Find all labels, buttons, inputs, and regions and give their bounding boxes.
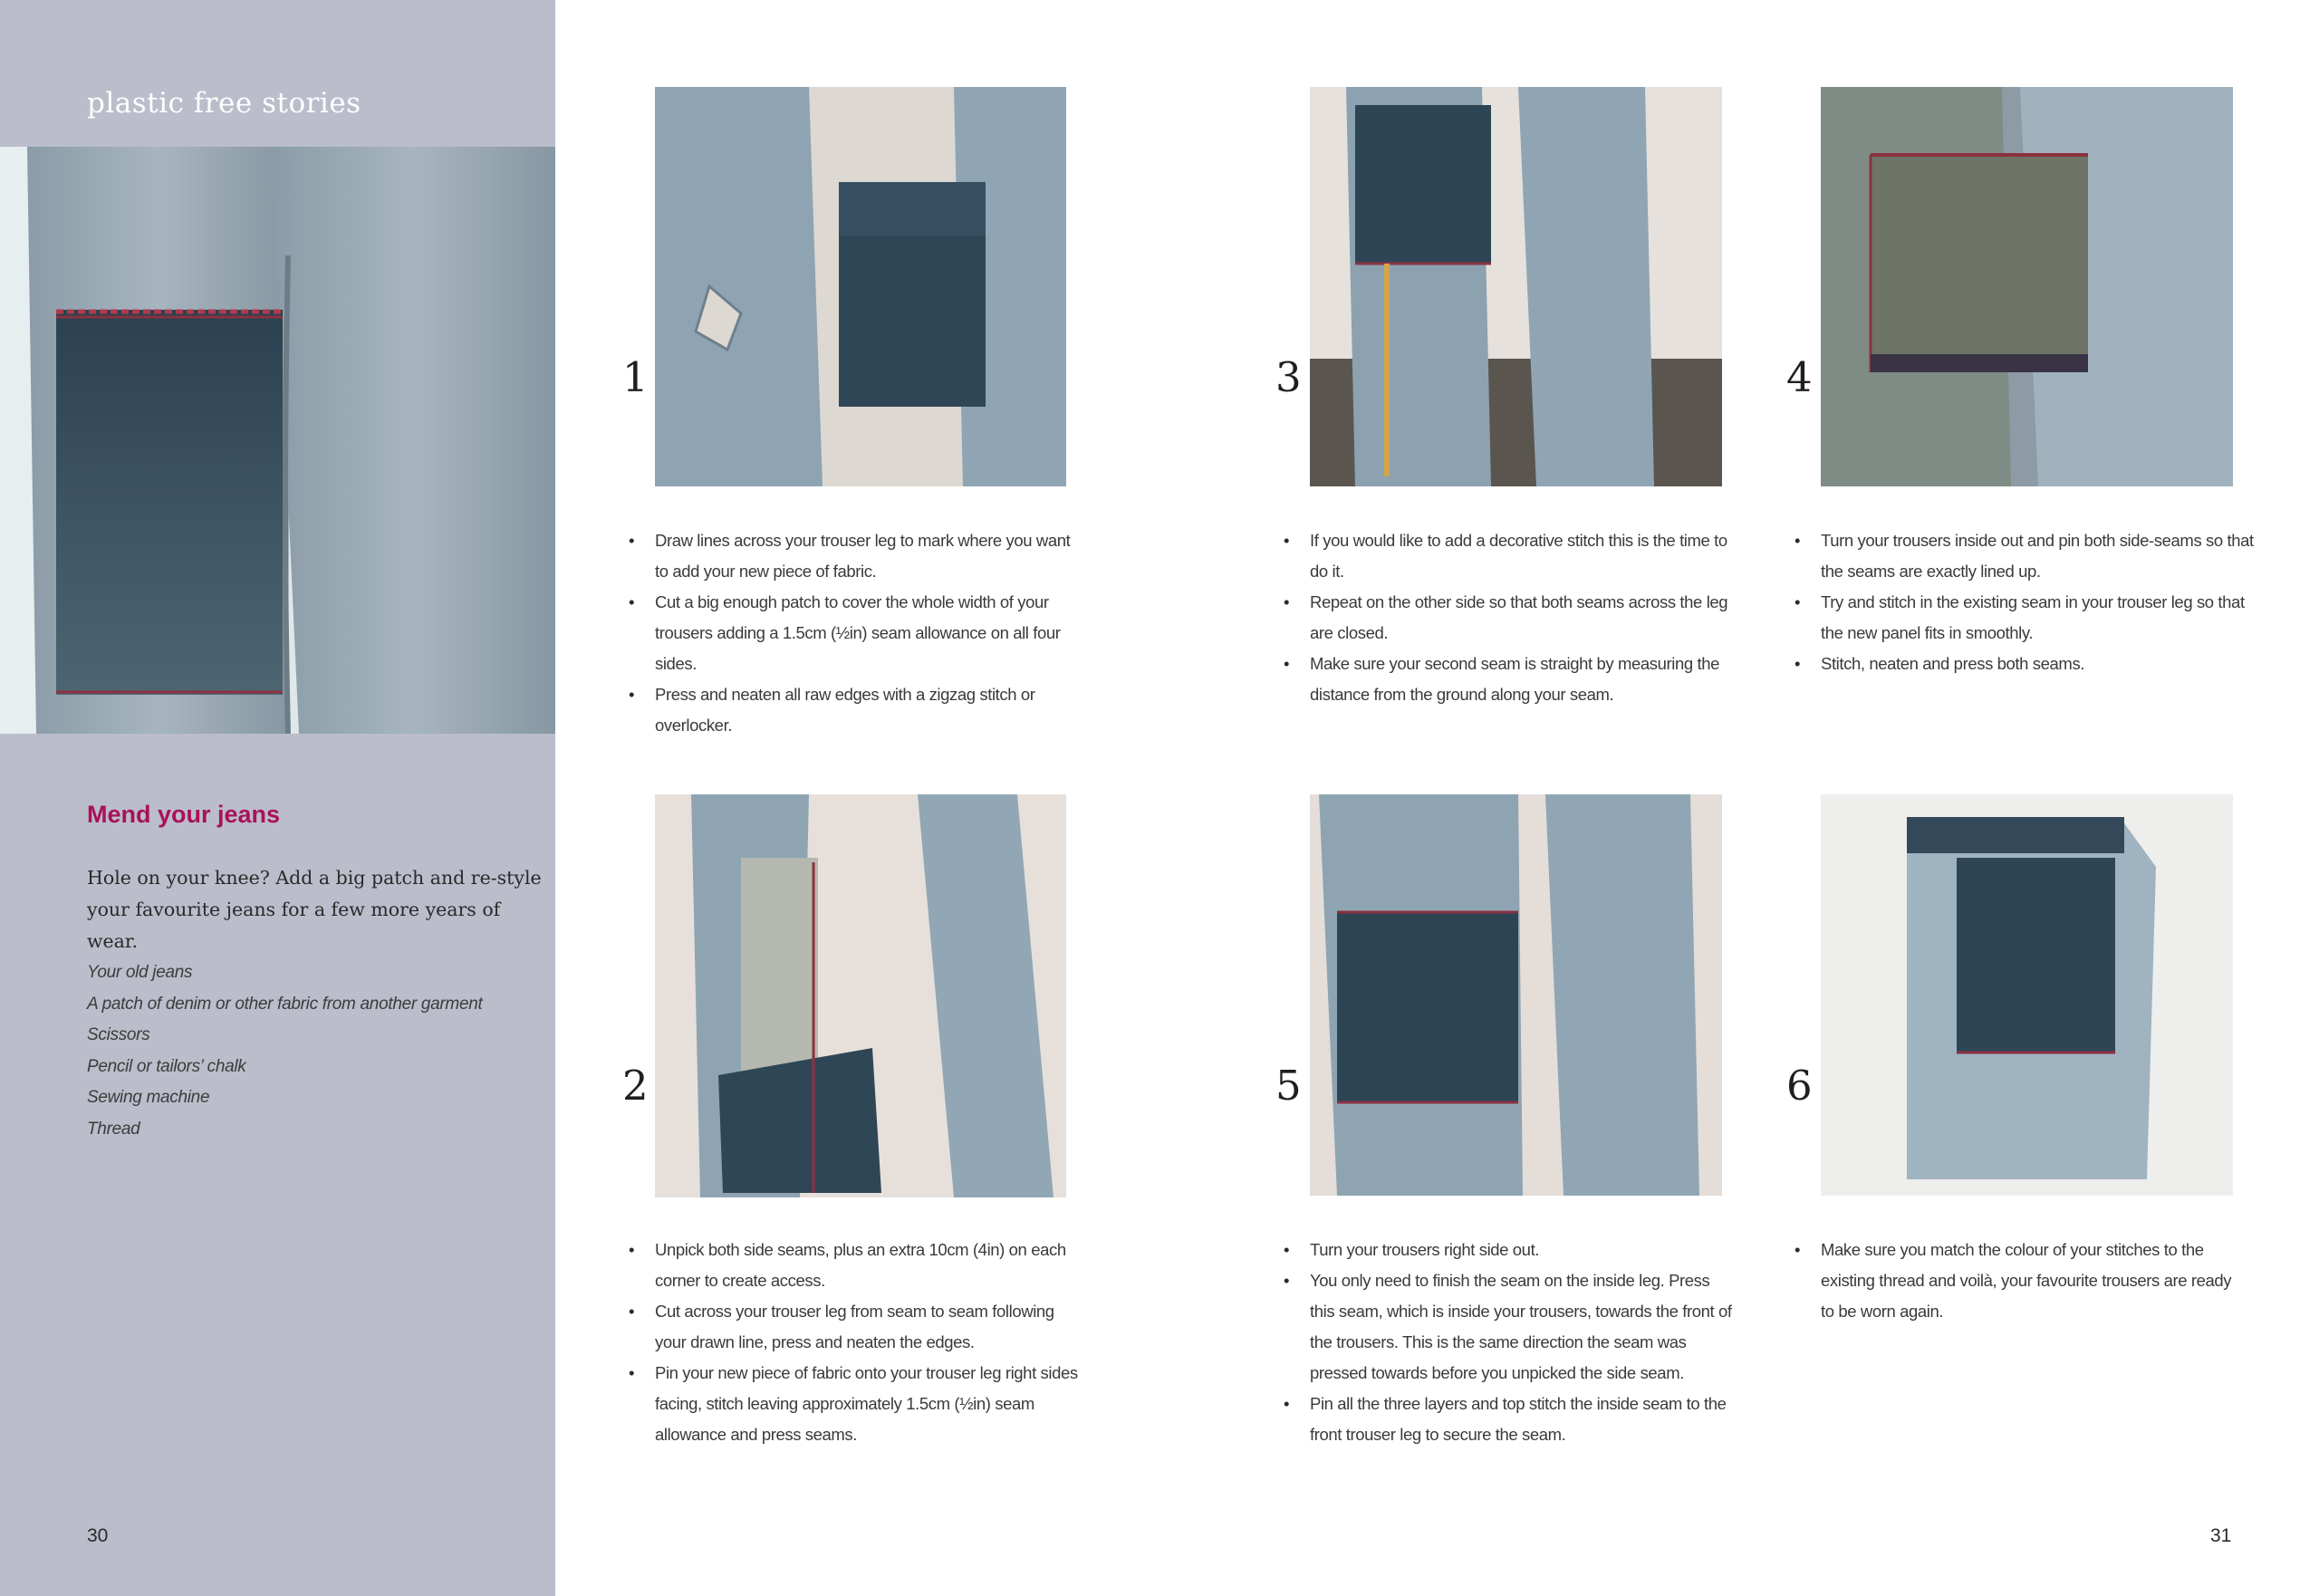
step-6-photo [1821, 794, 2233, 1196]
instruction-item: • Pin your new piece of fabric onto your trouser leg right sides facing, stitch leaving approximately 1.5cm (½in) seam allowance and press seams. [655, 1358, 1081, 1450]
step-5-photo [1310, 794, 1722, 1196]
step-1-instructions [655, 525, 1081, 741]
step-1-photo [655, 87, 1066, 486]
step-number: 5 [1275, 1062, 1302, 1110]
instruction-item: • Try and stitch in the existing seam in your trouser leg so that the new panel fits in smoothly. [1821, 587, 2256, 649]
instruction-item: • If you would like to add a decorative stitch this is the time to do it. [1310, 525, 1736, 587]
material-item: Scissors [87, 1025, 150, 1044]
instruction-item: • Unpick both side seams, plus an extra 10cm (4in) on each corner to create access. [655, 1235, 1081, 1296]
intro-text: Hole on your knee? Add a big patch and re-style your favourite jeans for a few more years of wear. [87, 867, 542, 952]
step-3-instructions [1310, 525, 1736, 710]
hero-photo-patched-jeans [0, 147, 555, 734]
instruction-item: • Repeat on the other side so that both seams across the leg are closed. [1310, 587, 1736, 649]
step-2-instructions [655, 1235, 1081, 1450]
sidebar-panel [0, 0, 555, 1596]
step-2-photo [655, 794, 1066, 1197]
step-6-instructions [1821, 1235, 2247, 1327]
materials-list [87, 957, 482, 1145]
series-title: plastic free stories [87, 87, 361, 120]
instruction-item: • Cut across your trouser leg from seam to seam following your drawn line, press and neaten the edges. [655, 1296, 1081, 1358]
step-4-instructions [1821, 525, 2256, 679]
instruction-item: • Turn your trousers right side out. [1310, 1235, 1736, 1265]
material-item: Your old jeans [87, 963, 193, 982]
instruction-item: • Make sure you match the colour of your stitches to the existing thread and voilà, your favourite trousers are ready to be worn again. [1821, 1235, 2247, 1327]
step-number: 1 [622, 353, 649, 401]
instruction-item: • Pin all the three layers and top stitch the inside seam to the front trouser leg to secure the seam. [1310, 1389, 1736, 1450]
page-title: Mend your jeans [87, 801, 281, 828]
material-item: Thread [87, 1119, 140, 1139]
step-4-photo [1821, 87, 2233, 486]
instruction-item: • Cut a big enough patch to cover the whole width of your trousers adding a 1.5cm (½in) seam allowance on all four sides. [655, 587, 1081, 679]
instruction-item: • Turn your trousers inside out and pin both side-seams so that the seams are exactly lined up. [1821, 525, 2256, 587]
step-number: 3 [1275, 353, 1302, 401]
step-5-instructions [1310, 1235, 1736, 1450]
page-number-left: 30 [87, 1525, 109, 1546]
step-number: 4 [1786, 353, 1813, 401]
material-item: A patch of denim or other fabric from another garment [87, 994, 483, 1014]
step-number: 6 [1786, 1062, 1813, 1110]
step-3-photo [1310, 87, 1722, 486]
instruction-item: • Stitch, neaten and press both seams. [1821, 649, 2256, 679]
instruction-item: • Draw lines across your trouser leg to mark where you want to add your new piece of fabric. [655, 525, 1081, 587]
page-number-right: 31 [2210, 1525, 2232, 1546]
material-item: Sewing machine [87, 1088, 210, 1107]
instruction-item: • Make sure your second seam is straight by measuring the distance from the ground along your seam. [1310, 649, 1736, 710]
material-item: Pencil or tailors’ chalk [87, 1056, 246, 1076]
instruction-item: • You only need to finish the seam on the inside leg. Press this seam, which is inside your trousers, towards the front of the trousers. This is the same direction the seam was pressed towards before you unpicked the side seam. [1310, 1265, 1736, 1389]
step-number: 2 [622, 1062, 649, 1110]
instruction-item: • Press and neaten all raw edges with a zigzag stitch or overlocker. [655, 679, 1081, 741]
